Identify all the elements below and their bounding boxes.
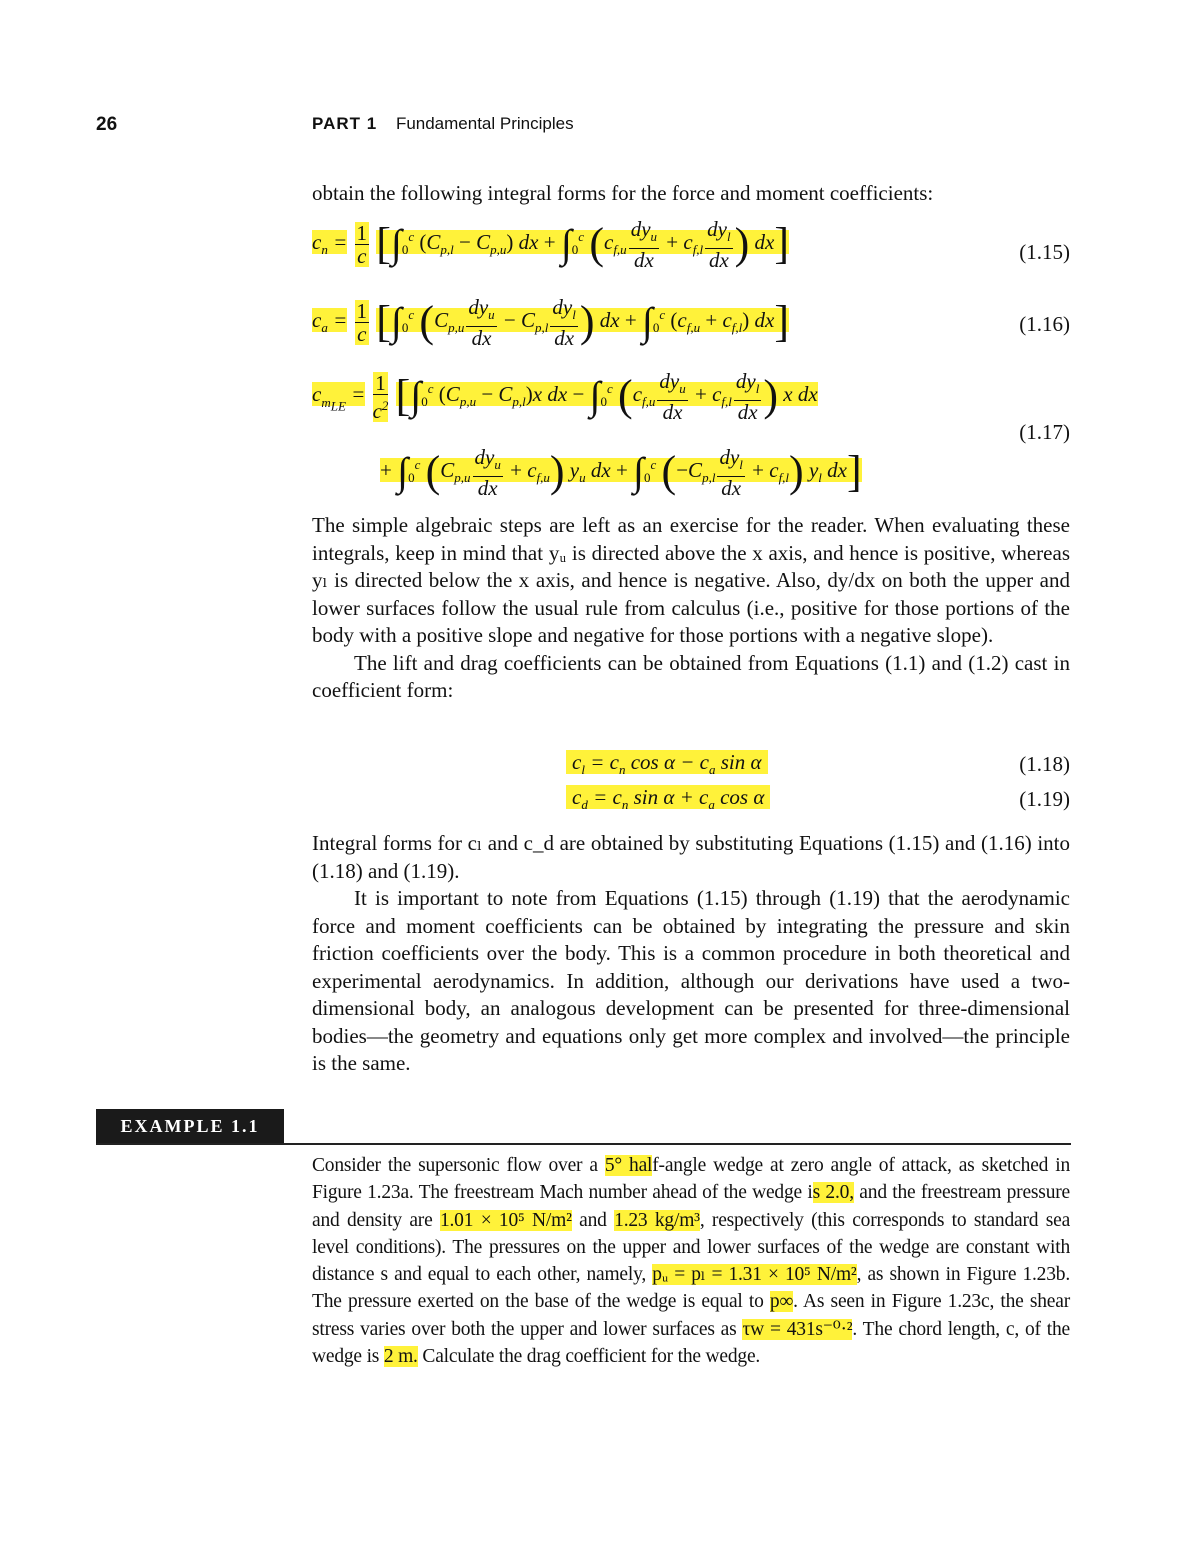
equation-1-19: $c_d = c_n$ $\sin \alpha + c_a$ cos α xyxy=(566,785,770,813)
body-text-2 xyxy=(312,830,1070,1078)
body-text xyxy=(312,512,1070,705)
equation-1-15: $c_n$ = $\frac{1}{c}$ [$\int_0^c$ $(C_{p,l} - C_{p,u})$ dx + $\int_0^c$ ($c_{f,u}$ $\frac{dy_u}{dx}$ + $c_{f,l}$ $\frac{dy_l}{dx}$ ) dx] xyxy=(312,217,790,273)
intro-text: obtain the following integral forms for the force and moment coefficients: xyxy=(312,181,934,205)
equation-1-17-line-1: $c_{m_{LE}}$ = $\frac{1}{c^2}$ [$\int_0^c$ $(C_{p,u} - C_{p,l})x$ dx − $\int_0^c$ ($c_{f,u}$ $\frac{dy_u}{dx}$ + $c_{f,l}$ $\frac{dy_l}{dx}$ ) x dx xyxy=(312,369,818,425)
equation-number-1-16: (1.16) xyxy=(1019,312,1070,336)
paragraph-integration-notes: The simple algebraic steps are left as an exercise for the reader. When evaluating these integrals, keep in mind that yᵤ is directed above the x axis, and hence is positive, whereas yₗ is directed below the x axis, and hence is negative. Also, dy/dx on both the upper and lower surfaces follow the usual rule from calculus (i.e., positive for those portions of the body with a positive slope and negative for those portions with a negative slope). xyxy=(312,513,1070,647)
equation-number-1-18: (1.18) xyxy=(1019,752,1070,776)
paragraph-lift-drag: The lift and drag coefficients can be obtained from Equations (1.1) and (1.2) cast in coefficient form: xyxy=(312,650,1070,702)
example-label: EXAMPLE 1.1 xyxy=(96,1109,284,1144)
paragraph-integral-forms: Integral forms for cₗ and c_d are obtained by substituting Equations (1.15) and (1.16) into (1.18) and (1.19). xyxy=(312,831,1070,883)
paragraph-important-note: It is important to note from Equations (1.15) through (1.19) that the aerodynamic force and moment coefficients can be obtained by integrating the pressure and skin friction coefficients over the body. This is a common procedure in both theoretical and experimental aerodynamics. In addition, although our derivations have used a two-dimensional body, an analogous development can be presented for three-dimensional bodies—the geometry and equations only get more complex and involved—the principle is the same. xyxy=(312,886,1070,1075)
example-1-1-text: Consider the supersonic flow over a 5° half-angle wedge at zero angle of attack, as sketched in Figure 1.23a. The freestream Mach number ahead of the wedge is 2.0, and the freestream pressure and density are 1.01 × 10⁵ N/m² and 1.23 kg/m³, respectively (this corresponds to standard sea level conditions). The pressures on the upper and lower surfaces of the wedge are constant with distance s and equal to each other, namely, pᵤ = pₗ = 1.31 × 10⁵ N/m², as shown in Figure 1.23b. The pressure exerted on the base of the wedge is equal to p∞. As seen in Figure 1.23c, the shear stress varies over both the upper and lower surfaces as τw = 431s⁻⁰·². The chord length, c, of the wedge is 2 m. Calculate the drag coefficient for the wedge. xyxy=(312,1155,1071,1368)
example-divider xyxy=(96,1143,1071,1145)
equation-1-17-line-2: + $\int_0^c$ ($C_{p,u}$ $\frac{dy_u}{dx}$ + $c_{f,u}$) $y_u$ dx + $\int_0^c$ ($-C_{p,l}$ $\frac{dy_l}{dx}$ + $c_{f,l}$) $y_l$ dx] xyxy=(380,445,862,501)
equation-number-1-15: (1.15) xyxy=(1019,240,1070,264)
running-head xyxy=(312,114,574,134)
equation-1-16: $c_a$ = $\frac{1}{c}$ [$\int_0^c$ ($C_{p,u}$ $\frac{dy_u}{dx}$ − $C_{p,l}$ $\frac{dy_l}{dx}$ ) dx + $\int_0^c$ $(c_{f,u} + c_{f,l})$ dx] xyxy=(312,295,790,351)
equation-number-1-17: (1.17) xyxy=(1019,420,1070,444)
intro-paragraph xyxy=(312,180,1070,208)
page-number: 26 xyxy=(96,114,118,135)
part-title: Fundamental Principles xyxy=(395,114,574,133)
equation-number-1-19: (1.19) xyxy=(1019,787,1070,811)
equation-1-18: $c_l = c_n$ $\cos \alpha - c_a$ sin α xyxy=(566,750,768,778)
part-label: PART 1 xyxy=(312,114,378,133)
